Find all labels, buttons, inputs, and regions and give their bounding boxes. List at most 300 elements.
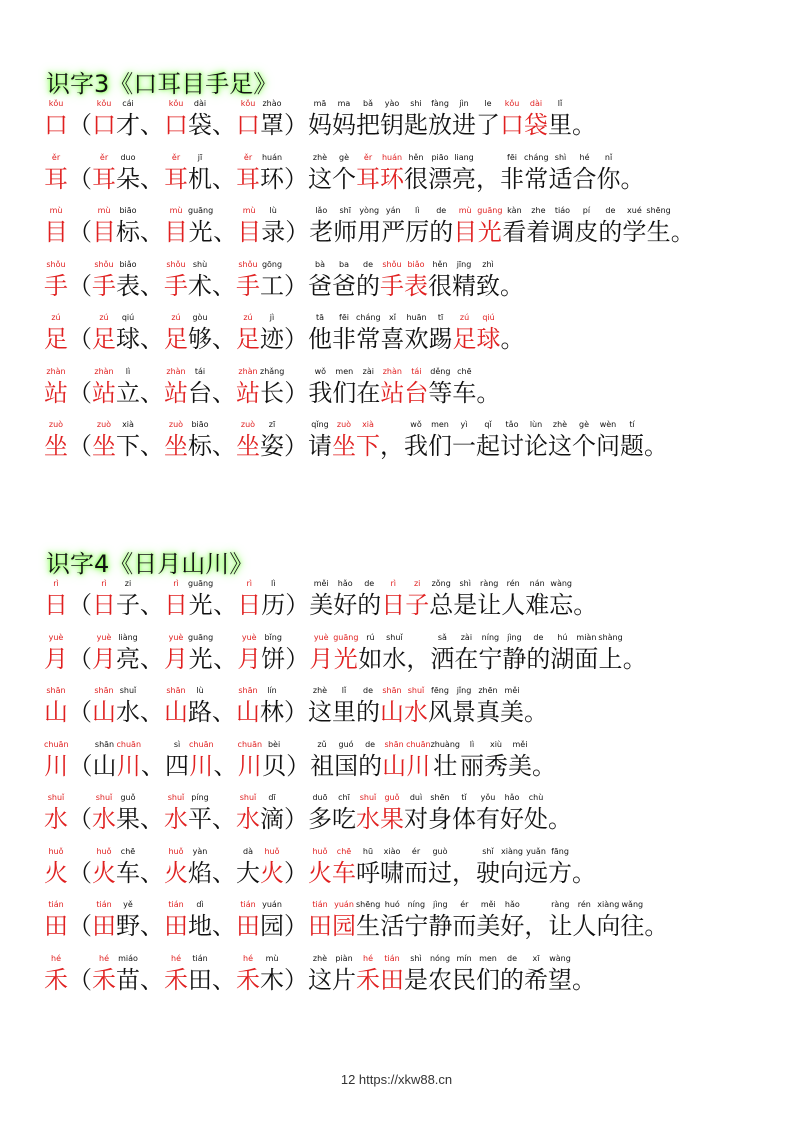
pinyin: tā [315,313,325,322]
pinyin: yuè [241,632,257,642]
highlighted-character [238,739,263,781]
pinyin: xiù [489,739,502,749]
character [548,899,572,941]
character [261,632,285,674]
hanzi: 很 [428,271,452,300]
hanzi: 水 [356,805,380,833]
character [284,899,308,941]
hanzi: 亮 [452,164,476,193]
hanzi: 、 [212,325,236,353]
hanzi: 。 [476,378,501,407]
character [212,792,236,834]
character [284,792,308,834]
hanzi: 学 [622,218,647,246]
pinyin: měi [480,900,496,909]
pinyin: xiàng [500,846,523,856]
hanzi: 耳 [356,164,380,193]
pinyin: chuān [116,739,142,749]
hanzi: 川 [406,751,431,780]
pinyin: biǎo [407,259,425,269]
hanzi: 月 [237,644,262,673]
character [165,739,189,781]
pinyin: bǐng [264,632,282,642]
character [620,419,644,461]
pinyin: dì [196,900,204,909]
pinyin: huán [261,152,283,162]
character [260,366,284,408]
hanzi: 月 [309,644,334,673]
pinyin: zhuàng [430,739,460,749]
pinyin: xī [532,953,540,963]
hanzi: 静 [428,912,453,940]
character [141,739,165,781]
highlighted-character [356,792,380,834]
hanzi: 禾 [164,965,188,994]
character [213,205,237,247]
pinyin: de [605,206,616,215]
highlighted-character [309,632,333,674]
hanzi: 有 [476,805,500,833]
pinyin: huān [406,313,427,322]
hanzi: 耳 [236,164,260,193]
pinyin: tí [629,420,635,429]
hanzi: （ [68,325,92,353]
pinyin: rú [366,632,375,642]
character [68,899,92,941]
hanzi: 如 [358,644,383,673]
highlighted-character [236,685,260,727]
character [68,152,92,194]
hanzi: 站 [92,378,116,407]
character [476,792,500,834]
hanzi: 。 [500,271,524,300]
pinyin: lì [469,739,475,749]
pinyin: kǒu [96,99,112,108]
character [430,632,454,674]
character [526,205,550,247]
highlighted-character [500,98,524,140]
character [452,846,476,888]
character [284,312,308,354]
pinyin: chuān [406,739,431,749]
character [188,419,212,461]
hanzi: 袋 [188,111,212,139]
hanzi: 、 [140,698,164,726]
hanzi: 呼 [356,858,380,887]
hanzi: ） [284,432,308,460]
hanzi: 爸 [308,271,332,300]
pinyin: zhǎng [260,366,285,376]
character [285,632,309,674]
pinyin: shì [459,579,471,588]
hanzi: 着 [526,218,551,246]
pinyin: wǎng [621,900,644,909]
hanzi: 这 [308,164,332,193]
pinyin: jīng [456,259,472,269]
hanzi: 大 [236,858,260,887]
hanzi: 水 [92,805,116,833]
highlighted-character [405,578,429,620]
highlighted-character [164,899,188,941]
character [598,205,622,247]
pinyin: hěn [408,152,424,162]
character [333,205,357,247]
text-line [44,366,500,416]
character [500,953,524,995]
highlighted-character [236,98,260,140]
hanzi: 、 [212,965,236,994]
character [188,846,212,888]
hanzi: 站 [164,378,188,407]
hanzi: 问 [596,432,620,460]
pinyin: guāng [188,579,214,588]
pinyin: yào [384,99,400,108]
pinyin: tián [192,953,208,963]
hanzi: 日 [237,591,262,619]
pinyin: gòu [192,313,208,322]
character [140,685,164,727]
text-line [44,312,525,362]
hanzi: 环 [260,164,284,193]
hanzi: 妈 [308,111,332,139]
pinyin: shǒu [94,259,114,269]
character [524,685,548,727]
character [500,899,524,941]
hanzi: 调 [550,218,575,246]
hanzi: 活 [380,912,405,940]
pinyin: men [335,366,354,376]
hanzi: 们 [428,432,452,460]
hanzi: 山 [382,751,407,780]
pinyin: pí [582,206,591,215]
hanzi: 适 [548,164,573,193]
hanzi: 的 [356,271,380,300]
pinyin: shān [166,686,186,695]
hanzi: 水 [44,805,68,833]
hanzi: 、 [213,218,238,246]
highlighted-character [237,205,261,247]
hanzi: 、 [212,164,236,193]
character [356,846,380,888]
pinyin: zǔ [317,739,327,749]
character [428,953,452,995]
hanzi: 洒 [430,644,455,673]
pinyin: huán [381,152,403,162]
hanzi: 多 [308,805,332,833]
pinyin: piàn [335,953,353,963]
hanzi: 足 [92,325,116,353]
highlighted-character [164,98,188,140]
pinyin: lì [414,206,420,215]
hanzi: 山 [236,698,260,726]
pinyin: zuò [240,420,256,429]
character [404,899,428,941]
hanzi: 、 [140,432,164,460]
pinyin: liang [454,152,474,162]
character [404,152,428,194]
character [573,152,597,194]
hanzi: 把 [356,111,380,139]
hanzi: 起 [476,432,500,460]
hanzi: 水 [236,805,260,833]
pinyin: hěn [432,259,448,269]
pinyin: jìn [459,99,469,108]
hanzi: 日 [381,591,406,619]
character [212,899,236,941]
character [356,899,380,941]
pinyin: tái [411,366,422,376]
hanzi: 美 [500,698,524,726]
pinyin: chuān [237,739,263,749]
character [453,578,477,620]
character [188,953,212,995]
character [188,792,212,834]
hanzi: 光 [333,644,358,673]
character [212,366,236,408]
character [452,419,476,461]
pinyin: shuǐ [239,793,257,802]
character [476,846,500,888]
pinyin: zuò [336,420,352,429]
hanzi: 日 [92,591,116,619]
character [116,152,140,194]
pinyin: shì [554,152,567,162]
page-footer: 12 https://xkw88.cn [340,1072,453,1087]
text-line [44,632,647,682]
text-line [44,899,668,949]
pinyin: zuò [168,420,184,429]
highlighted-character [236,899,260,941]
hanzi: 这 [308,698,332,726]
pinyin: sǎ [437,632,447,642]
hanzi: 表 [116,271,140,300]
pinyin: tī [437,313,444,322]
pinyin: ěr [51,152,61,162]
character [526,632,550,674]
hanzi: 。 [620,164,645,193]
hanzi: 宁 [404,912,429,940]
character [524,419,548,461]
pinyin: shì [410,953,422,963]
hanzi: 题 [620,432,644,460]
pinyin: guó [338,739,354,749]
hanzi: 坐 [332,432,356,460]
pinyin: fēi [507,152,517,162]
pinyin: zhàn [166,366,186,376]
pinyin: rén [577,900,591,909]
character [596,419,620,461]
pinyin: ér [460,900,469,909]
hanzi: 师 [333,218,358,246]
pinyin: ěr [243,152,253,162]
hanzi: 向 [596,912,621,940]
character [309,205,333,247]
hanzi: 人 [501,591,526,619]
hanzi: 厉 [405,218,430,246]
pinyin: lín [267,686,277,695]
hanzi: 袋 [524,111,548,139]
highlighted-character [92,899,116,941]
hanzi: 风 [428,698,452,726]
pinyin: chuān [44,739,69,749]
hanzi: 田 [380,965,404,994]
pinyin: biāo [191,420,209,429]
hanzi: 长 [260,378,285,407]
character [476,419,500,461]
hanzi: 光 [188,591,213,619]
character [380,899,404,941]
hanzi: 目 [164,218,188,246]
hanzi: 光 [188,644,213,673]
pinyin: zú [51,313,61,322]
hanzi: ） [285,218,310,246]
pinyin: guǒ [384,793,400,802]
character [428,419,452,461]
character [404,98,428,140]
pinyin: zú [459,313,470,322]
hanzi: 耳 [44,164,68,193]
hanzi: 果 [380,805,404,833]
character [452,259,476,301]
highlighted-character [44,953,68,995]
pinyin: liàng [118,632,138,642]
pinyin: de [365,739,376,749]
pinyin: shuǐ [167,793,185,802]
character [260,685,284,727]
character [212,312,236,354]
pinyin: guāng [333,632,359,642]
pinyin: shuǐ [95,793,113,802]
pinyin: píng [191,793,209,802]
character [548,953,572,995]
pinyin: shuǐ [359,793,377,802]
pinyin: hé [579,152,590,162]
character [524,152,549,194]
hanzi: 丽 [459,751,484,780]
highlighted-character [164,685,188,727]
character [188,632,213,674]
hanzi: 驶 [476,858,500,887]
pinyin: tián [168,900,184,909]
hanzi: 日 [44,591,68,619]
hanzi: 里 [332,698,356,726]
pinyin: shi [410,99,422,108]
hanzi: （ [68,965,92,994]
pinyin: guò [432,846,448,856]
pinyin: duō [312,793,328,802]
hanzi: 山 [44,698,68,726]
pinyin: zú [171,313,181,322]
pinyin: zài [460,632,473,642]
character [428,98,452,140]
pinyin: wàng [549,953,571,963]
hanzi: 方 [548,858,572,887]
pinyin: chù [528,793,544,802]
pinyin: zǒng [431,579,451,588]
hanzi: 足 [44,325,68,353]
hanzi: 们 [476,965,500,994]
highlighted-character [164,419,188,461]
hanzi: 坐 [236,432,260,460]
pinyin: ěr [171,152,181,162]
hanzi: 上 [598,644,623,673]
pinyin: tǎo [505,420,519,429]
hanzi: ， [476,164,500,193]
highlighted-character [92,953,116,995]
hanzi: 手 [236,271,260,300]
hanzi: 下 [356,432,380,460]
character [404,419,428,461]
pinyin: zhàn [46,366,66,376]
character [116,953,140,995]
character [116,899,140,941]
character [69,739,93,781]
pinyin: shù [192,259,208,269]
character [572,419,596,461]
pinyin: shān [94,739,115,749]
character [428,792,452,834]
pinyin: rì [53,579,59,588]
pinyin: tǐ [461,793,467,802]
pinyin: nǐ [604,152,613,162]
character [404,846,428,888]
hanzi: 身 [428,805,452,833]
hanzi: 够 [188,325,212,353]
hanzi: 妈 [332,111,356,139]
pinyin: dī [268,793,276,802]
highlighted-character [92,259,116,301]
highlighted-character [164,259,188,301]
character [308,419,332,461]
pinyin: zī [268,420,276,429]
pinyin: rì [390,579,396,588]
pinyin: bèi [267,739,281,749]
hanzi: （ [68,805,92,833]
hanzi: 火 [92,858,116,887]
character [548,98,572,140]
character [308,685,332,727]
character [501,312,525,354]
hanzi: 、 [140,111,164,139]
hanzi: 湖 [550,644,575,673]
pinyin: lì [125,366,131,376]
hanzi: 台 [404,378,429,407]
hanzi: ） [284,805,308,833]
highlighted-character [44,846,68,888]
pinyin: dài [529,99,543,108]
highlighted-character [92,685,116,727]
character [68,312,92,354]
hanzi: 农 [428,965,452,994]
highlighted-character [236,953,260,995]
hanzi: 非 [332,325,356,353]
hanzi: 了 [476,111,500,139]
pinyin: rì [246,579,252,588]
pinyin: wǒ [410,420,422,429]
character [500,792,524,834]
character [116,792,140,834]
hanzi: 致 [476,271,500,300]
hanzi: 、 [212,111,236,139]
pinyin: lù [269,206,277,215]
highlighted-character [164,578,188,620]
hanzi: 这 [308,965,332,994]
character [310,739,334,781]
highlighted-character [164,152,188,194]
pinyin: mù [97,206,111,215]
hanzi: 的 [500,965,524,994]
character [405,205,429,247]
